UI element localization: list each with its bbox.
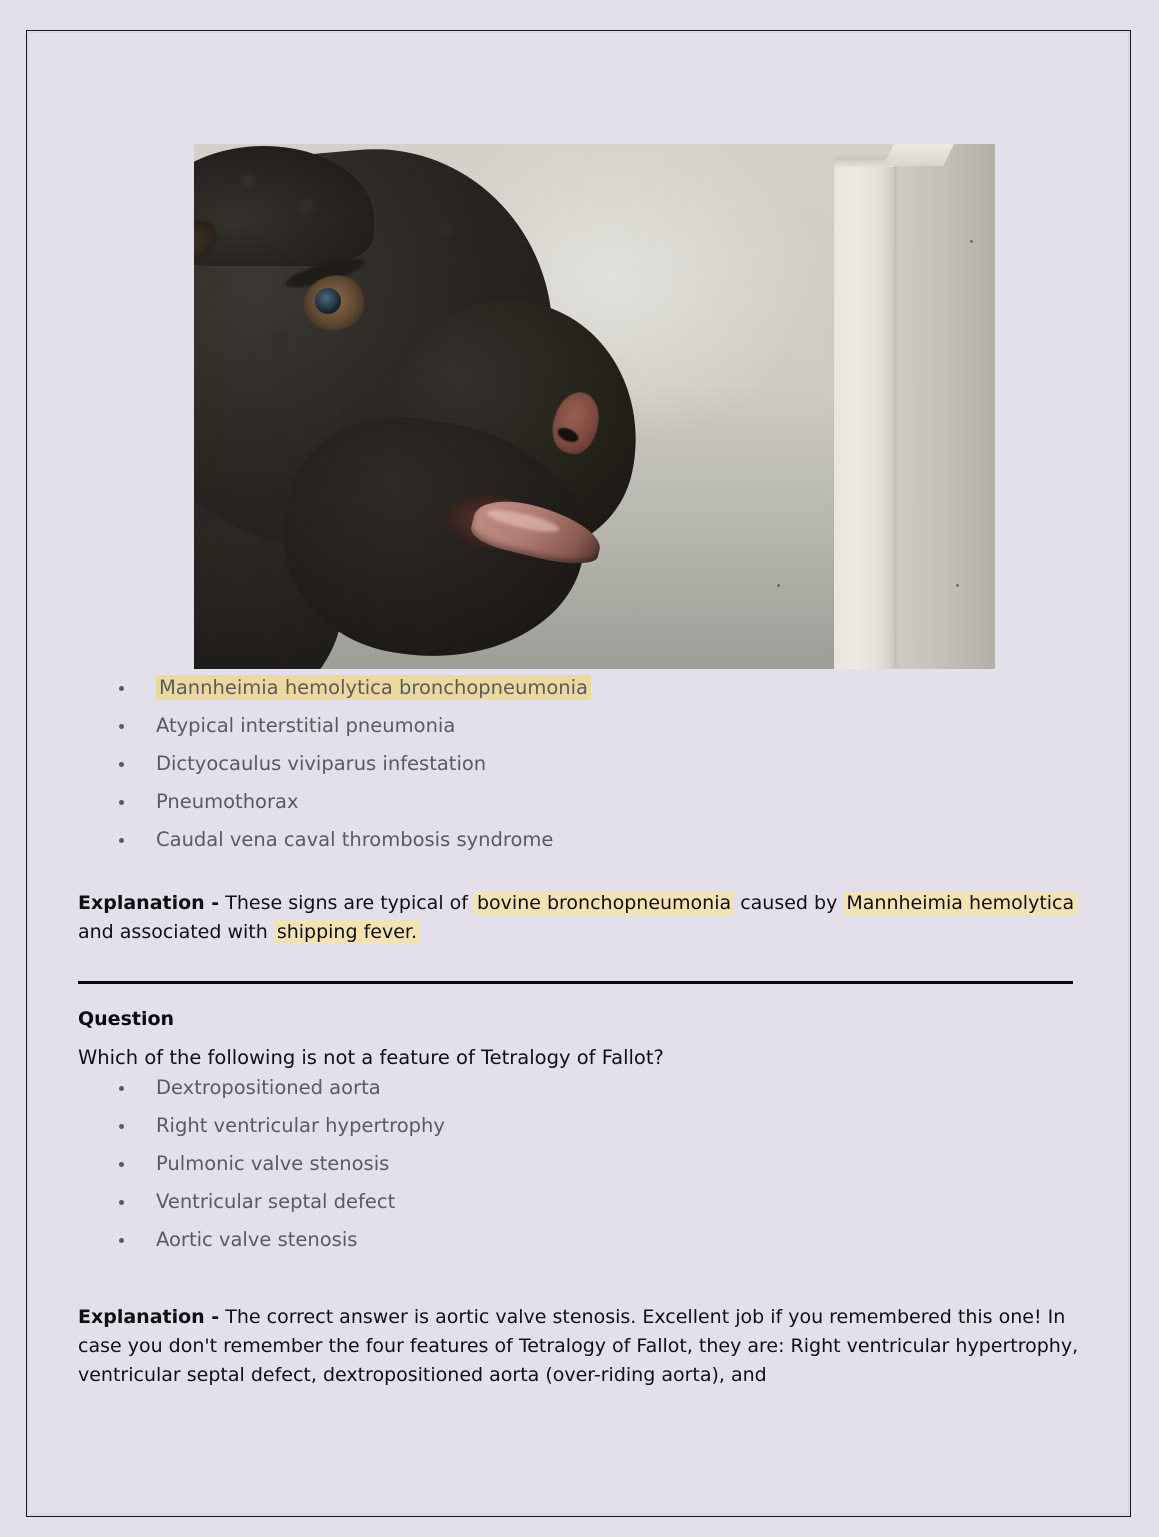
answer-label-highlighted: Mannheimia hemolytica bronchopneumonia <box>156 675 591 700</box>
explanation-highlight-bovine-bronchopneumonia: bovine bronchopneumonia <box>474 891 734 915</box>
answer-label: Aortic valve stenosis <box>156 1228 358 1251</box>
list-item[interactable] <box>78 821 1078 859</box>
explanation-highlight-hemolytica: hemolytica <box>966 891 1077 915</box>
film-speck <box>956 584 959 587</box>
explanation-segment: and associated with <box>78 921 274 943</box>
answer-label: Atypical interstitial pneumonia <box>156 714 456 737</box>
photo-door-frame <box>834 158 894 669</box>
photo-door-frame-cap <box>883 144 954 166</box>
answer-label: Dextropositioned aorta <box>156 1076 381 1099</box>
list-item[interactable] <box>78 1107 1078 1145</box>
answer-list-top <box>78 669 1078 859</box>
list-item[interactable] <box>78 1145 1078 1183</box>
page-frame <box>26 30 1131 1517</box>
answer-list-question <box>78 1069 1078 1259</box>
film-speck <box>970 240 973 243</box>
list-item[interactable] <box>78 783 1078 821</box>
answer-label: Ventricular septal defect <box>156 1190 396 1213</box>
list-item[interactable] <box>78 669 1078 707</box>
list-item[interactable] <box>78 707 1078 745</box>
explanation-top <box>78 889 1078 947</box>
list-item[interactable] <box>78 1221 1078 1259</box>
list-item[interactable] <box>78 745 1078 783</box>
answer-label: Right ventricular hypertrophy <box>156 1114 445 1137</box>
answer-label: Pneumothorax <box>156 790 299 813</box>
explanation-body: The correct answer is aortic valve stenosis. Excellent job if you remembered this one! In case you don't remember the four features of Tetralogy of Fallot, they are: Right ventricular hypertrophy, ventricular septal defect, dextropositioned aorta (over-riding aorta), and <box>78 1306 1079 1386</box>
page-content <box>78 144 1078 1390</box>
answer-label: Dictyocaulus viviparus infestation <box>156 752 487 775</box>
explanation-highlight-mannheimia: Mannheimia <box>843 891 966 915</box>
answer-label: Caudal vena caval thrombosis syndrome <box>156 828 554 851</box>
explanation-bottom <box>78 1303 1083 1390</box>
clinical-photo <box>194 144 995 669</box>
list-item[interactable] <box>78 1183 1078 1221</box>
question-heading: Question <box>78 1008 175 1030</box>
answer-label: Pulmonic valve stenosis <box>156 1152 390 1175</box>
film-speck <box>777 584 780 587</box>
calf-eye <box>315 288 341 314</box>
explanation-highlight-shipping-fever: shipping fever. <box>274 920 420 944</box>
explanation-label: Explanation - <box>78 892 220 914</box>
question-prompt: Which of the following is not a feature of Tetralogy of Fallot? <box>78 1046 664 1069</box>
photo-wall-right-panel <box>894 144 995 669</box>
explanation-label: Explanation - <box>78 1306 220 1328</box>
list-item[interactable] <box>78 1069 1078 1107</box>
section-divider <box>78 981 1073 984</box>
calf-head-figure <box>194 152 694 669</box>
explanation-segment: These signs are typical of <box>219 892 474 914</box>
explanation-segment: caused by <box>734 892 844 914</box>
